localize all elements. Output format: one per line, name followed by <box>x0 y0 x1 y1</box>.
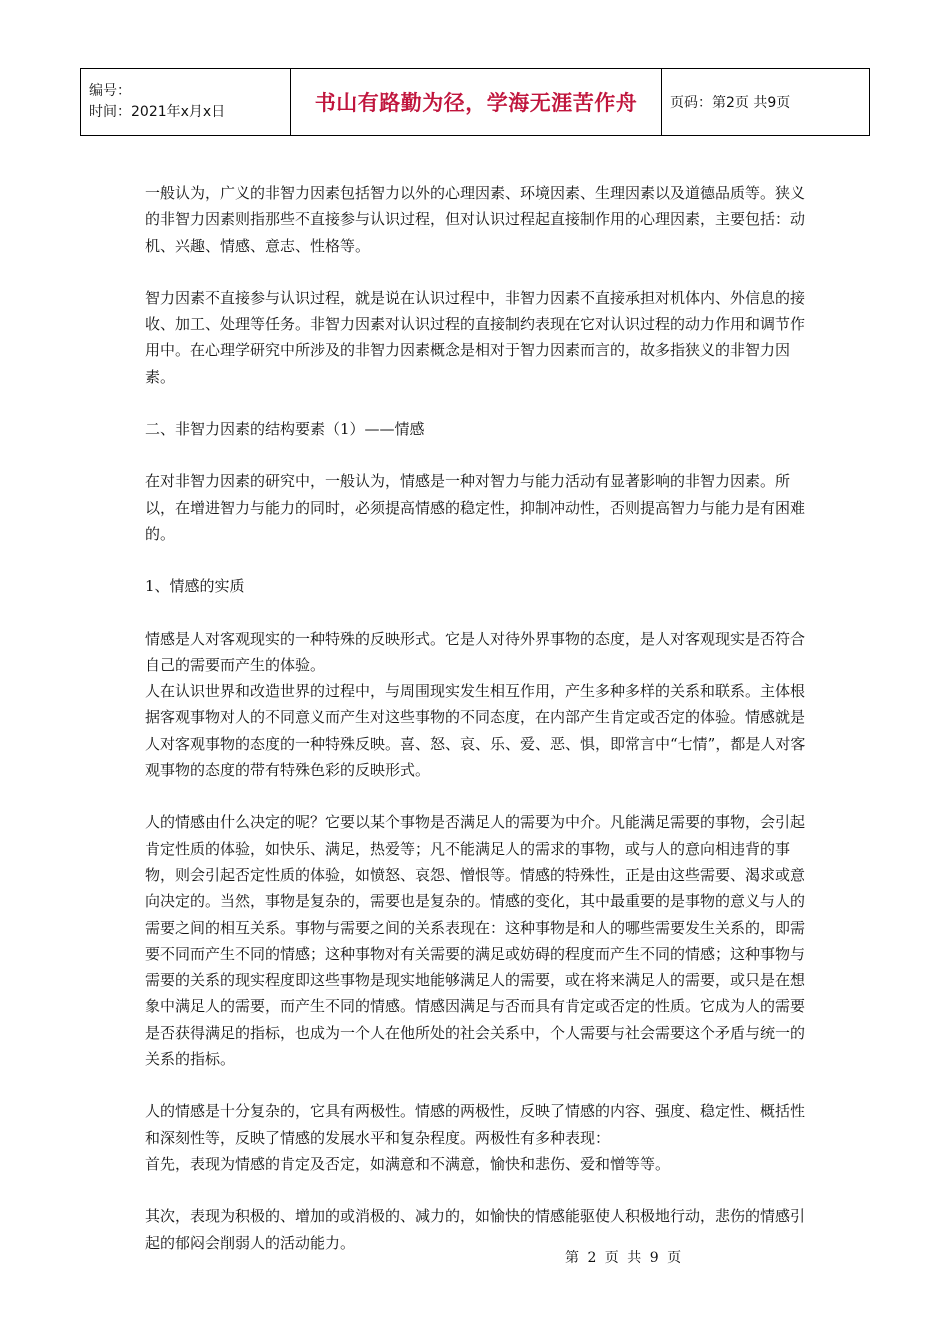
paragraph-definition: 一般认为，广义的非智力因素包括智力以外的心理因素、环境因素、生理因素以及道德品质等。狭义的非智力因素则指那些不直接参与认识过程，但对认识过程起直接制作用的心理因素，主要包括：动机、兴趣、情感、意志、性格等。 <box>145 184 806 255</box>
document-date-label: 时间：2021年x月x日 <box>89 104 226 120</box>
header-page-code: 页码：第2页 共9页 <box>670 95 791 111</box>
paragraph-essence-definition: 情感是人对客观现实的一种特殊的反映形式。它是人对待外界事物的态度，是人对客观现实是否符合自己的需要而产生的体验。 <box>145 629 806 674</box>
page-footer: 第 2 页 共 9 页 <box>565 1250 684 1266</box>
document-number-label: 编号： <box>89 83 131 99</box>
paragraph-bipolarity-first: 首先，表现为情感的肯定及否定，如满意和不满意，愉快和悲伤、爱和憎等等。 <box>145 1154 671 1173</box>
document-body <box>145 180 813 1282</box>
paragraph-bipolarity: 人的情感是十分复杂的，它具有两极性。情感的两极性，反映了情感的内容、强度、稳定性、概括性和深刻性等，反映了情感的发展水平和复杂程度。两极性有多种表现： <box>145 1102 806 1147</box>
document-header <box>80 68 870 136</box>
subsection-heading-essence: 1、情感的实质 <box>145 577 245 596</box>
header-meta-cell <box>81 69 291 136</box>
header-motto: 书山有路勤为径，学海无涯苦作舟 <box>314 91 638 115</box>
paragraph-cognition: 智力因素不直接参与认识过程，就是说在认识过程中，非智力因素不直接承担对机体内、外信息的接收、加工、处理等任务。非智力因素对认识过程的直接制约表现在它对认识过程的动力作用和调节作用中。在心理学研究中所涉及的非智力因素概念是相对于智力因素而言的，故多指狭义的非智力因素。 <box>145 288 806 386</box>
paragraph-bipolarity-second: 其次，表现为积极的、增加的或消极的、减力的，如愉快的情感能驱使人积极地行动，悲伤的情感引起的郁闷会削弱人的活动能力。 <box>145 1207 806 1252</box>
paragraph-emotion-intro: 在对非智力因素的研究中，一般认为，情感是一种对智力与能力活动有显著影响的非智力因素。所以，在增进智力与能力的同时，必须提高情感的稳定性，抑制冲动性，否则提高智力与能力是有困难的。 <box>145 472 806 543</box>
header-page-cell <box>662 69 870 136</box>
paragraph-essence-relations: 人在认识世界和改造世界的过程中，与周围现实发生相互作用，产生多种多样的关系和联系。主体根据客观事物对人的不同意义而产生对这些事物的不同态度，在内部产生肯定或否定的体验。情感就是人对客观事物的态度的一种特殊反映。喜、怒、哀、乐、爱、恶、惧，即常言中“七情”，都是人对客观事物的态度的带有特殊色彩的反映形式。 <box>145 682 806 780</box>
paragraph-emotion-needs: 人的情感由什么决定的呢？它要以某个事物是否满足人的需要为中介。凡能满足需要的事物，会引起肯定性质的体验，如快乐、满足，热爱等；凡不能满足人的需求的事物，或与人的意向相违背的事物，则会引起否定性质的体验，如愤怒、哀怨、憎恨等。情感的特殊性，正是由这些需要、渴求或意向决定的。当然，事物是复杂的，需要也是复杂的。情感的变化，其中最重要的是事物的意义与人的需要之间的相互关系。事物与需要之间的关系表现在：这种事物是和人的哪些需要发生关系的，即需要不同而产生不同的情感；这种事物对有关需要的满足或妨碍的程度而产生不同的情感；这种事物与需要的关系的现实程度即这些事物是现实地能够满足人的需要，或在将来满足人的需要，或只是在想象中满足人的需要，而产生不同的情感。情感因满足与否而具有肯定或否定的性质。它成为人的需要是否获得满足的指标，也成为一个人在他所处的社会关系中，个人需要与社会需要这个矛盾与统一的关系的指标。 <box>145 813 806 1069</box>
header-motto-cell <box>291 69 662 136</box>
section-heading-emotion: 二、非智力因素的结构要素（1）——情感 <box>145 420 425 439</box>
